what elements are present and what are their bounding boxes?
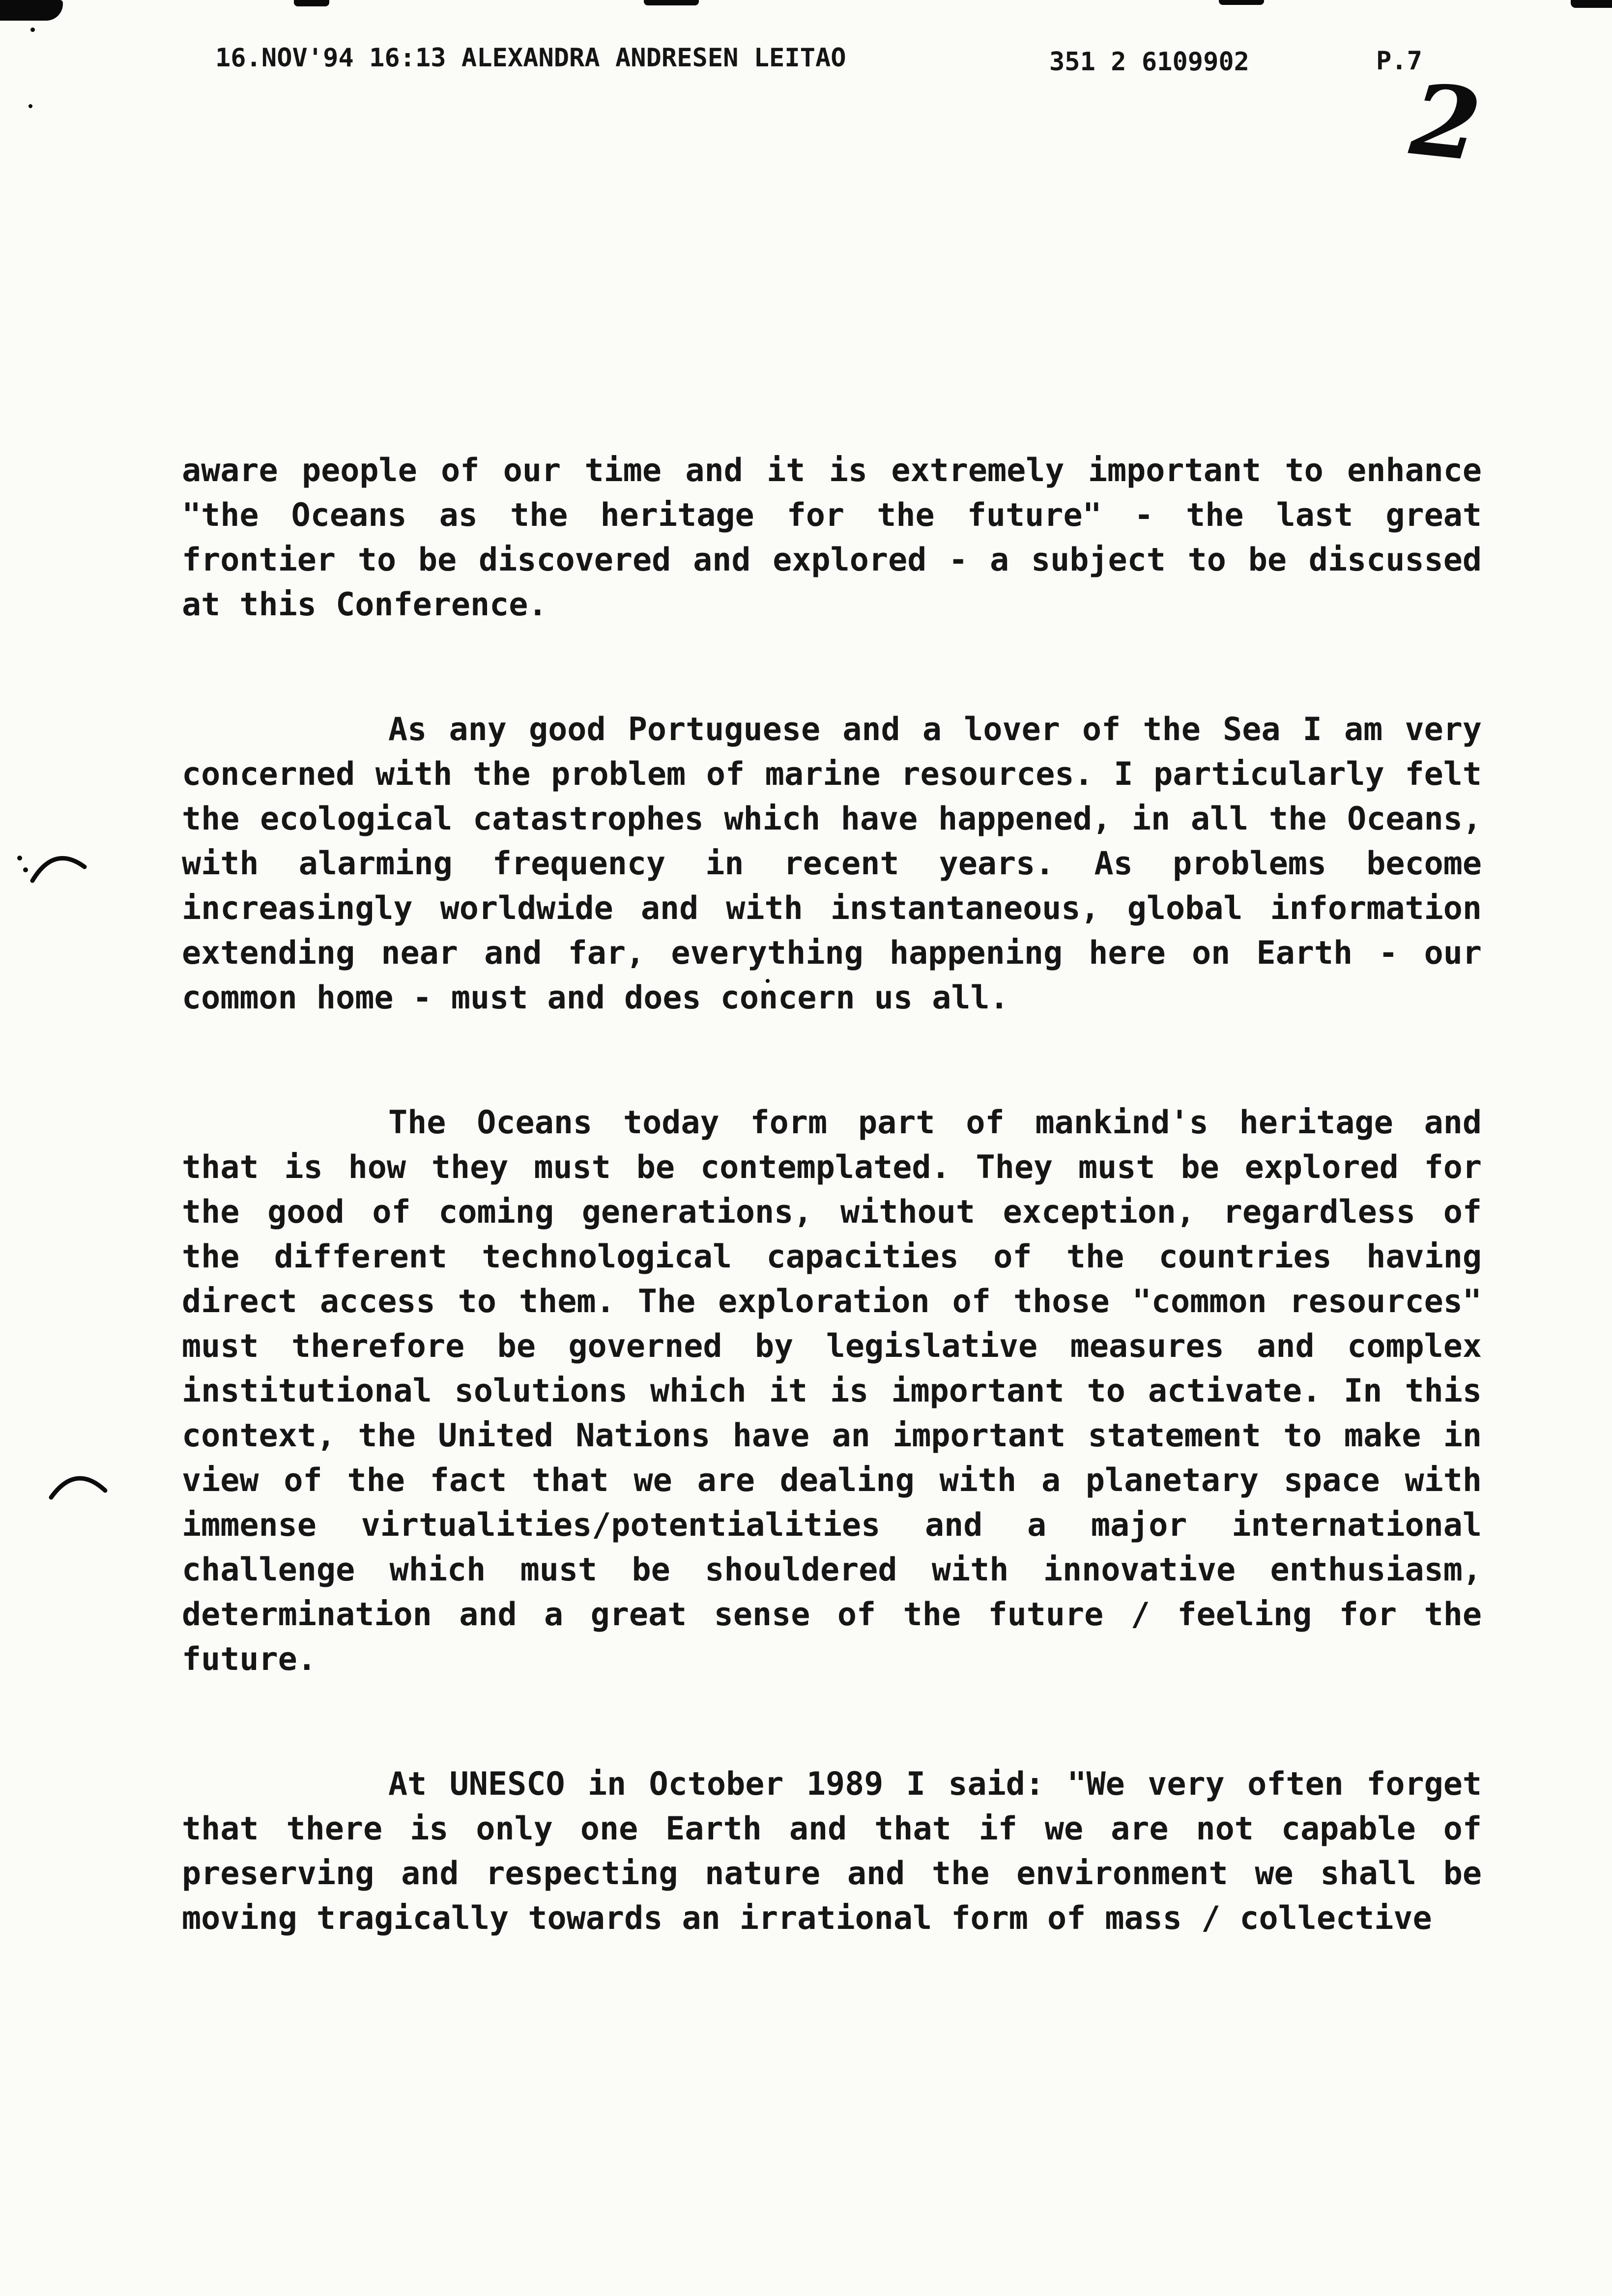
scan-artifact [29,104,32,108]
document-body [182,448,1482,1941]
fax-header-page-indicator: P.7 [1376,46,1422,76]
fax-header-timestamp-sender: 16.NOV'94 16:13 ALEXANDRA ANDRESEN LEITAO [215,43,846,73]
paragraph-1: aware people of our time and it is extremely important to enhance "the Oceans as the heritage for the future" - the last great frontier to be discovered and explored - a subject to be discussed at this Conference. [182,452,1482,623]
pen-mark [14,841,97,890]
fax-header-number: 351 2 6109902 [1049,47,1249,77]
scan-artifact [294,0,329,6]
handwritten-page-number: 2 [1406,61,1486,184]
scan-artifact [0,0,63,21]
scan-artifact [30,28,35,32]
pen-mark [47,1462,111,1506]
scan-artifact [644,0,699,5]
paragraph-2: As any good Portuguese and a lover of the Sea I am very concerned with the problem of marine resources. I particularly felt the ecological catastrophes which have happened, in all the Oceans, with alarming frequency in recent years. As problems become increasingly worldwide and with instantaneous, global information extending near and far, everything happening here on Earth - our common home - must and does concern us all. [182,711,1482,1016]
fax-header [0,43,1612,83]
scan-artifact [1571,0,1612,8]
paragraph-3: The Oceans today form part of mankind's heritage and that is how they must be contemplated. They must be explored for the good of coming generations, without exception, regardless of the different technological capacities of the countries having direct access to them. The exploration of those "common resources" must therefore be governed by legislative measures and complex institutional solutions which it is important to activate. In this context, the United Nations have an important statement to make in view of the fact that we are dealing with a planetary space with immense virtualities/potentialities and a major international challenge which must be shouldered with innovative enthusiasm, determination and a great sense of the future / feeling for the future. [182,1104,1482,1678]
scan-artifact [1219,0,1264,5]
paragraph-4: At UNESCO in October 1989 I said: "We very often forget that there is only one Earth and that if we are not capable of preserving and respecting nature and the environment we shall be moving tragically towards an irrational form of mass / collective [182,1766,1482,1937]
